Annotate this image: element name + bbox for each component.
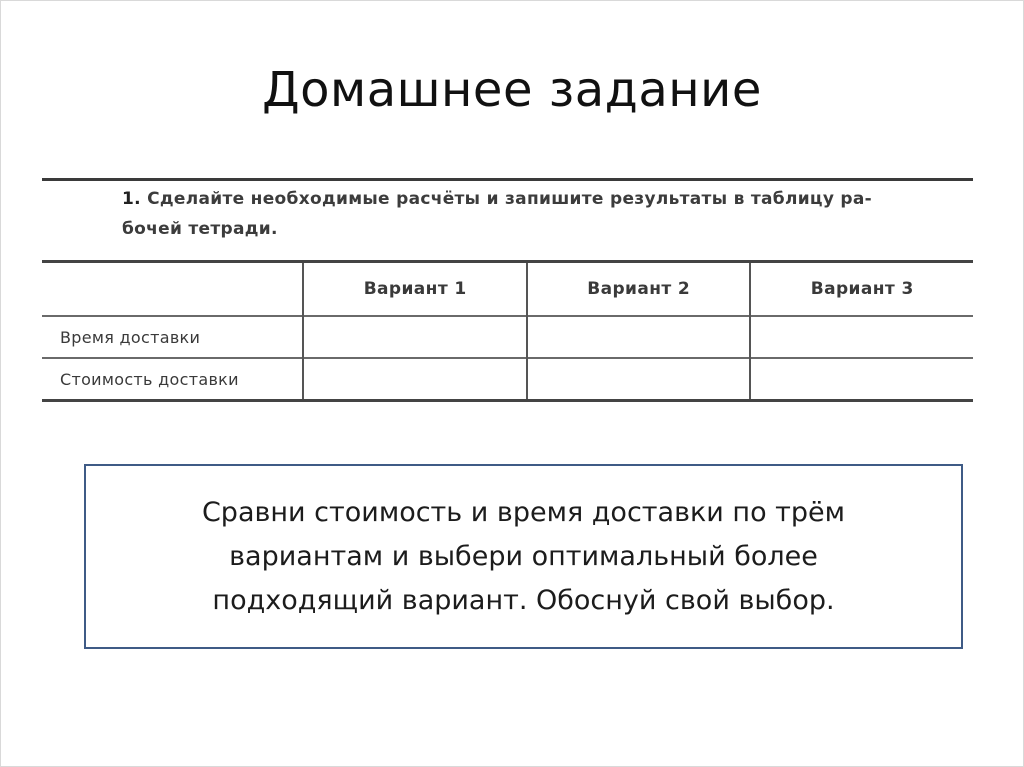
table-cell (527, 358, 751, 401)
table-row (42, 358, 973, 401)
table-header-variant-2: Вариант 2 (527, 262, 751, 317)
task-line-2: бочей тетради. (122, 219, 278, 239)
table-cell (527, 316, 751, 358)
results-table (42, 260, 973, 402)
prompt-text (124, 491, 924, 623)
slide-title: Домашнее задание (262, 62, 762, 118)
prompt-box (84, 464, 963, 649)
table-header-variant-3: Вариант 3 (750, 262, 973, 317)
prompt-line-2: вариантам и выбери оптимальный более (229, 540, 818, 572)
table-header-variant-1: Вариант 1 (303, 262, 527, 317)
table-cell (303, 316, 527, 358)
table-header-empty (42, 262, 303, 317)
prompt-line-3: подходящий вариант. Обоснуй свой выбор. (212, 584, 835, 616)
textbook-excerpt (42, 178, 973, 404)
table-cell (750, 316, 973, 358)
task-line-1: Сделайте необходимые расчёты и запишите результаты в таблицу ра- (147, 189, 873, 209)
row-label-delivery-cost: Стоимость доставки (42, 358, 303, 401)
table-cell (303, 358, 527, 401)
task-instruction (122, 184, 972, 244)
table-row (42, 316, 973, 358)
task-number: 1. (122, 189, 141, 209)
table-cell (750, 358, 973, 401)
table-header-row (42, 262, 973, 317)
prompt-line-1: Сравни стоимость и время доставки по трём (201, 496, 846, 528)
row-label-delivery-time: Время доставки (42, 316, 303, 358)
excerpt-top-rule (42, 178, 973, 181)
